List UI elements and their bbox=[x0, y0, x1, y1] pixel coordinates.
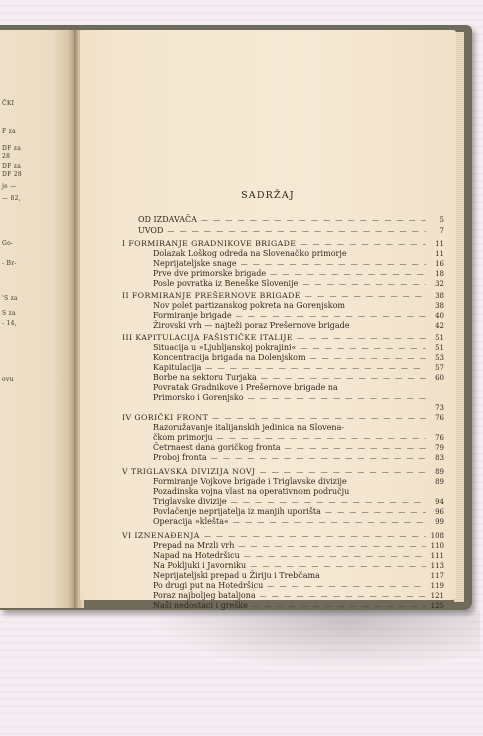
left-page-line: DF 28 bbox=[2, 171, 23, 178]
toc-entry bbox=[153, 581, 444, 591]
left-page-line: — 82, bbox=[2, 195, 21, 202]
left-page-line: ČKI bbox=[2, 100, 15, 107]
toc-entry bbox=[153, 453, 444, 463]
toc-leader bbox=[211, 453, 426, 463]
toc-entry bbox=[153, 507, 444, 517]
toc-entry-label: Posle povratka iz Beneške Slovenije bbox=[153, 279, 299, 288]
left-page-line: S za bbox=[2, 310, 16, 317]
toc-entry bbox=[153, 321, 444, 331]
left-page-line: 28 bbox=[2, 153, 11, 160]
toc-entry bbox=[153, 301, 444, 311]
toc-entry-label: Razoružavanje italijanskih jedinica na Slovena- bbox=[153, 423, 345, 432]
toc-entry-page: 32 bbox=[435, 280, 444, 288]
left-page bbox=[0, 30, 74, 608]
toc-leader bbox=[325, 507, 426, 517]
toc-section-label: I FORMIRANJE GRADNIKOVE BRIGADE bbox=[122, 239, 297, 248]
toc-leader bbox=[260, 467, 426, 477]
toc-leader bbox=[167, 226, 426, 236]
left-page-line: je — bbox=[2, 183, 17, 190]
toc-entry-label: Neprijateljske snage bbox=[153, 259, 237, 268]
toc-leader bbox=[248, 393, 426, 403]
toc-entry-page: 76 bbox=[435, 414, 444, 422]
left-page-line: Go- bbox=[2, 240, 14, 247]
toc-entry-label: Borbe na sektoru Turjaka bbox=[153, 373, 257, 382]
toc-entry-label: Povlačenje neprijatelja iz manjih uporišta bbox=[153, 507, 321, 516]
toc-leader bbox=[217, 433, 426, 443]
toc-entry-label-continued: Triglavske divizije bbox=[153, 497, 227, 506]
toc-section bbox=[122, 239, 444, 249]
toc-entry bbox=[153, 561, 444, 571]
toc-leader bbox=[270, 269, 426, 279]
page-title: SADRŽAJ bbox=[241, 190, 295, 201]
toc-entry bbox=[153, 311, 444, 321]
toc-entry-page: 11 bbox=[435, 240, 444, 248]
toc-entry-label: Naši nedostaci i greške bbox=[153, 601, 248, 610]
toc-entry-page: 73 bbox=[435, 404, 444, 412]
toc-leader bbox=[205, 363, 426, 373]
toc-entry-label: Situacija u »Ljubljanskoj pokrajini« bbox=[153, 343, 297, 352]
toc-leader bbox=[302, 279, 426, 289]
toc-leader bbox=[233, 517, 426, 527]
toc-entry bbox=[153, 363, 444, 373]
toc-entry bbox=[153, 541, 444, 551]
toc-entry-label: Po drugi put na Hotedršicu bbox=[153, 581, 264, 590]
toc-leader bbox=[244, 551, 426, 561]
left-page-line: F za bbox=[2, 128, 17, 135]
toc-entry-label-continued: Primorsko i Gorenjsko bbox=[153, 393, 244, 402]
toc-entry bbox=[153, 269, 444, 279]
toc-entry-label: Četrnaest dana goričkog fronta bbox=[153, 443, 281, 452]
toc-entry bbox=[153, 571, 444, 581]
toc-entry-page: 119 bbox=[430, 582, 444, 590]
toc-leader bbox=[212, 413, 426, 423]
toc-entry-page: 110 bbox=[430, 542, 444, 550]
toc-leader bbox=[305, 291, 426, 301]
toc-entry-label: Koncentracija brigada na Dolenjskom bbox=[153, 353, 306, 362]
toc-entry-page: 42 bbox=[435, 322, 444, 330]
toc-leader bbox=[238, 541, 426, 551]
toc-entry bbox=[138, 215, 444, 225]
toc-leader bbox=[204, 531, 426, 541]
toc-entry-page: 57 bbox=[435, 364, 444, 372]
left-page-line: DF za bbox=[2, 163, 22, 170]
toc-entry bbox=[153, 591, 444, 601]
toc-section-label: VI IZNENAĐENJA bbox=[122, 531, 200, 540]
toc-entry-label: Poraz najboljeg bataljona bbox=[153, 591, 256, 600]
toc-entry bbox=[153, 353, 444, 363]
toc-entry-page: 94 bbox=[435, 498, 444, 506]
toc-entry-label-continued: čkom primorju bbox=[153, 433, 213, 442]
toc-section bbox=[122, 333, 444, 343]
toc-leader bbox=[201, 215, 426, 225]
toc-entry-page: 96 bbox=[435, 508, 444, 516]
toc-entry-page: 16 bbox=[435, 260, 444, 268]
toc-leader bbox=[260, 591, 426, 601]
toc-entry-label: Napad na Hotedršicu bbox=[153, 551, 240, 560]
toc-entry-label: Proboj fronta bbox=[153, 453, 207, 462]
toc-entry-page: 83 bbox=[435, 454, 444, 462]
toc-entry-page: 51 bbox=[435, 344, 444, 352]
left-page-line: 'S za bbox=[2, 295, 18, 302]
toc-entry bbox=[153, 343, 444, 353]
toc-entry-label: Formiranje Vojkove brigade i Triglavske divizije bbox=[153, 477, 347, 486]
toc-entry-label: Prve dve primorske brigade bbox=[153, 269, 267, 278]
toc-leader bbox=[297, 333, 426, 343]
toc-entry-page: 76 bbox=[435, 434, 444, 442]
toc-entry-page: 99 bbox=[435, 518, 444, 526]
toc-entry-label: Operacija »klešta« bbox=[153, 517, 229, 526]
table-of-contents bbox=[80, 30, 456, 610]
toc-leader bbox=[236, 311, 426, 321]
left-page-line: ovu bbox=[2, 376, 14, 383]
toc-entry-page: 60 bbox=[435, 374, 444, 382]
toc-entry-label: Prepad na Mrzli vrh bbox=[153, 541, 235, 550]
toc-entry-label: Žirovski vrh — najteži poraz Prešernove brigade bbox=[153, 321, 350, 330]
toc-section-label: IV GORIČKI FRONT bbox=[122, 413, 209, 422]
toc-entry-page: 53 bbox=[435, 354, 444, 362]
toc-entry-label: Kapitulacija bbox=[153, 363, 202, 372]
toc-entry-page: 18 bbox=[435, 270, 444, 278]
toc-entry bbox=[153, 477, 444, 487]
toc-entry-page: 125 bbox=[430, 602, 444, 610]
toc-entry bbox=[153, 259, 444, 269]
left-page-line: - Br- bbox=[2, 260, 17, 267]
toc-leader bbox=[241, 259, 426, 269]
toc-entry-label: UVOD bbox=[138, 226, 164, 235]
toc-entry bbox=[153, 497, 444, 507]
toc-leader bbox=[300, 239, 426, 249]
toc-section bbox=[122, 291, 444, 301]
toc-entry-label: Formiranje brigade bbox=[153, 311, 232, 320]
toc-entry bbox=[138, 226, 444, 236]
toc-leader bbox=[231, 497, 426, 507]
toc-section bbox=[122, 531, 444, 541]
toc-entry bbox=[153, 393, 444, 412]
toc-entry-page: 38 bbox=[435, 302, 444, 310]
left-page-line: - 14, bbox=[2, 320, 17, 327]
toc-entry-label: Na Pokljuki i Javorniku bbox=[153, 561, 247, 570]
toc-section-label: II FORMIRANJE PREŠERNOVE BRIGADE bbox=[122, 291, 301, 300]
toc-entry bbox=[153, 517, 444, 527]
toc-entry-label: Neprijateljski prepad u Žiriju i Trebčama bbox=[153, 571, 320, 580]
toc-entry-page: 89 bbox=[435, 478, 444, 486]
toc-entry-page: 51 bbox=[435, 334, 444, 342]
right-page bbox=[80, 30, 456, 610]
cast-shadow bbox=[150, 610, 480, 670]
toc-entry-label: Dolazak Loškog odreda na Slovenačko primorje bbox=[153, 249, 347, 258]
toc-entry bbox=[153, 443, 444, 453]
toc-entry-label: Povratak Gradnikove i Prešernove brigade na bbox=[153, 383, 338, 392]
toc-section-label: III KAPITULACIJA FAŠISTIČKE ITALIJE bbox=[122, 333, 293, 342]
toc-entry-label: OD IZDAVAČA bbox=[138, 215, 197, 224]
toc-entry-page: 79 bbox=[435, 444, 444, 452]
toc-entry-label: Pozadinska vojna vlast na operativnom području bbox=[153, 487, 350, 496]
toc-entry-page: 38 bbox=[435, 292, 444, 300]
toc-entry-page: 108 bbox=[430, 532, 444, 540]
toc-entry bbox=[153, 279, 444, 289]
toc-entry bbox=[153, 433, 444, 443]
toc-entry-page: 113 bbox=[430, 562, 444, 570]
toc-section-label: V TRIGLAVSKA DIVIZIJA NOVJ bbox=[122, 467, 256, 476]
left-page-line: DF za bbox=[2, 145, 22, 152]
toc-leader bbox=[261, 373, 426, 383]
toc-entry-page: 40 bbox=[435, 312, 444, 320]
toc-leader bbox=[267, 581, 426, 591]
toc-leader bbox=[310, 353, 426, 363]
toc-entry-page: 7 bbox=[439, 227, 444, 235]
toc-entry bbox=[153, 373, 444, 383]
toc-leader bbox=[285, 443, 426, 453]
toc-entry-page: 117 bbox=[430, 572, 444, 580]
toc-entry-label: Nov polet partizanskog pokreta na Gorenjskom bbox=[153, 301, 346, 310]
toc-leader bbox=[250, 561, 426, 571]
toc-entry-page: 5 bbox=[439, 216, 444, 224]
toc-section bbox=[122, 467, 444, 477]
toc-entry-page: 121 bbox=[430, 592, 444, 600]
toc-section bbox=[122, 413, 444, 423]
toc-entry bbox=[153, 249, 444, 259]
toc-entry bbox=[153, 551, 444, 561]
toc-entry-page: 11 bbox=[435, 250, 444, 258]
toc-entry-page: 111 bbox=[430, 552, 444, 560]
toc-entry-page: 89 bbox=[435, 468, 444, 476]
toc-leader bbox=[300, 343, 426, 353]
